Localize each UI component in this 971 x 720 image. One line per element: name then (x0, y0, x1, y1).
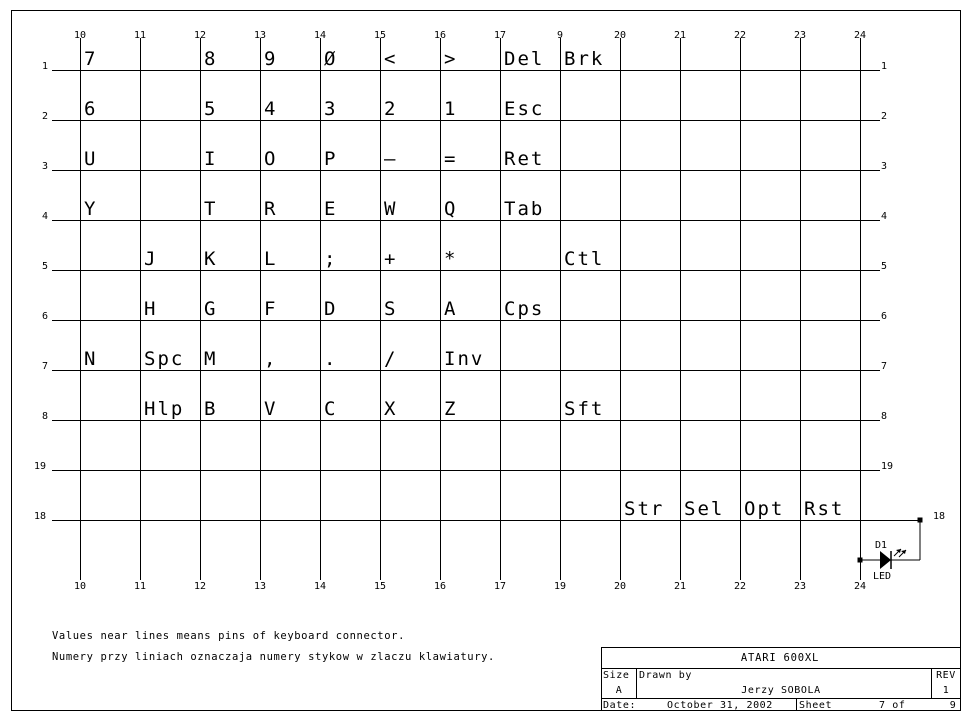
led-emission-arrowhead-icon (896, 549, 901, 553)
column-pin-top: 16 (433, 30, 447, 41)
column-pin-bottom: 22 (733, 581, 747, 592)
column-pin-top: 15 (373, 30, 387, 41)
key-label: < (384, 48, 398, 70)
row-pin-left: 5 (42, 261, 49, 272)
key-label: Opt (744, 498, 785, 520)
row-pin-left: 6 (42, 311, 49, 322)
key-label: E (324, 198, 338, 220)
key-label: 2 (384, 98, 398, 120)
title-block (601, 648, 961, 712)
key-label: T (204, 198, 218, 220)
key-label: L (264, 248, 278, 270)
column-pin-bottom: 14 (313, 581, 327, 592)
key-label: = (444, 148, 458, 170)
key-label: X (384, 398, 398, 420)
key-label: Ø (324, 48, 338, 70)
column-pin-top: 13 (253, 30, 267, 41)
key-label: + (384, 248, 398, 270)
row-pin-left: 2 (42, 111, 49, 122)
row-pin-right: 3 (881, 161, 888, 172)
date-value: October 31, 2002 (667, 700, 773, 711)
led-ref: D1 (875, 540, 888, 551)
key-label: Z (444, 398, 458, 420)
row-pin-left: 19 (34, 461, 47, 472)
key-label: 1 (444, 98, 458, 120)
column-pin-bottom: 21 (673, 581, 687, 592)
key-label: N (84, 348, 98, 370)
note-english: Values near lines means pins of keyboard connector. (52, 630, 405, 642)
key-label: A (444, 298, 458, 320)
led-d1 (858, 518, 923, 583)
drawn-by-label: Drawn by (639, 670, 692, 681)
column-pin-bottom: 20 (613, 581, 627, 592)
key-label: D (324, 298, 338, 320)
column-pin-top: 14 (313, 30, 327, 41)
key-label: 5 (204, 98, 218, 120)
key-label: Sel (684, 498, 725, 520)
key-label: B (204, 398, 218, 420)
column-pin-bottom: 17 (493, 581, 507, 592)
key-label: 6 (84, 98, 98, 120)
title-text: ATARI 600XL (740, 652, 820, 664)
column-pin-bottom: 16 (433, 581, 447, 592)
row-pin-right: 18 (933, 511, 946, 522)
row-pin-left: 8 (42, 411, 49, 422)
key-label: W (384, 198, 398, 220)
key-label: U (84, 148, 98, 170)
key-label: M (204, 348, 218, 370)
key-label: J (144, 248, 158, 270)
key-label: G (204, 298, 218, 320)
size-label: Size (603, 670, 630, 681)
rev-value: 1 (942, 685, 950, 696)
size-value: A (615, 685, 623, 696)
row-pin-right: 4 (881, 211, 888, 222)
row-pin-left: 3 (42, 161, 49, 172)
column-pin-top: 20 (613, 30, 627, 41)
note-polish: Numery przy liniach oznaczaja numery stykow w zlaczu klawiatury. (52, 651, 495, 663)
column-pin-bottom: 15 (373, 581, 387, 592)
column-pin-bottom: 19 (553, 581, 567, 592)
row-pin-right: 5 (881, 261, 888, 272)
column-pin-top: 17 (493, 30, 507, 41)
row-pin-left: 4 (42, 211, 49, 222)
key-label: Ctl (564, 248, 605, 270)
drawn-by-value: Jerzy SOBOLA (741, 685, 821, 696)
row-pin-right: 6 (881, 311, 888, 322)
column-pin-bottom: 13 (253, 581, 267, 592)
key-label: 8 (204, 48, 218, 70)
row-pin-right: 2 (881, 111, 888, 122)
key-label: 9 (264, 48, 278, 70)
key-label: I (204, 148, 218, 170)
key-label: P (324, 148, 338, 170)
column-pin-top: 10 (73, 30, 87, 41)
key-label: Sft (564, 398, 605, 420)
row-pin-left: 18 (34, 511, 47, 522)
led-diode-icon (880, 551, 891, 569)
junction-dot (918, 518, 923, 523)
key-label: Y (84, 198, 98, 220)
key-label: Tab (504, 198, 545, 220)
column-pin-top: 24 (853, 30, 867, 41)
date-label: Date: (603, 700, 637, 711)
key-label: S (384, 298, 398, 320)
row-pin-left: 1 (42, 61, 49, 72)
rev-label: REV (936, 670, 956, 681)
key-label: * (444, 248, 458, 270)
sheet-label: Sheet (799, 700, 833, 711)
row-pin-left: 7 (42, 361, 49, 372)
key-label: F (264, 298, 278, 320)
key-label: . (324, 348, 338, 370)
junction-dot (858, 558, 863, 563)
key-label: Str (624, 498, 665, 520)
column-pin-top: 23 (793, 30, 807, 41)
key-label: / (384, 348, 398, 370)
key-label: Q (444, 198, 458, 220)
key-label: Rst (804, 498, 845, 520)
row-pin-right: 8 (881, 411, 888, 422)
key-label: O (264, 148, 278, 170)
key-label: 4 (264, 98, 278, 120)
column-pin-bottom: 12 (193, 581, 207, 592)
sheet-value: 7 of (879, 700, 906, 711)
key-label: 3 (324, 98, 338, 120)
column-pin-bottom: 23 (793, 581, 807, 592)
key-label: ; (324, 248, 338, 270)
row-pin-right: 7 (881, 361, 888, 372)
column-pin-top: 22 (733, 30, 747, 41)
key-label: Cps (504, 298, 545, 320)
key-label: – (384, 148, 398, 170)
keyboard-matrix (34, 30, 945, 592)
column-pin-top: 11 (133, 30, 147, 41)
key-label: Spc (144, 348, 185, 370)
key-label: Hlp (144, 398, 185, 420)
led-value: LED (873, 571, 892, 582)
key-label: Del (504, 48, 545, 70)
row-pin-right: 1 (881, 61, 888, 72)
column-pin-bottom: 10 (73, 581, 87, 592)
key-label: R (264, 198, 278, 220)
key-label: C (324, 398, 338, 420)
key-label: , (264, 348, 278, 370)
key-label: Esc (504, 98, 545, 120)
key-label: K (204, 248, 218, 270)
sheet-total: 9 (949, 700, 957, 711)
column-pin-top: 12 (193, 30, 207, 41)
column-pin-bottom: 24 (853, 581, 867, 592)
led-emission-arrowhead-icon (901, 550, 906, 554)
column-pin-top: 21 (673, 30, 687, 41)
key-label: Brk (564, 48, 605, 70)
key-label: 7 (84, 48, 98, 70)
key-label: H (144, 298, 158, 320)
column-pin-bottom: 11 (133, 581, 147, 592)
column-pin-top: 9 (556, 30, 564, 41)
key-label: > (444, 48, 458, 70)
key-label: V (264, 398, 278, 420)
row-pin-right: 19 (881, 461, 894, 472)
key-label: Ret (504, 148, 545, 170)
key-label: Inv (444, 348, 485, 370)
